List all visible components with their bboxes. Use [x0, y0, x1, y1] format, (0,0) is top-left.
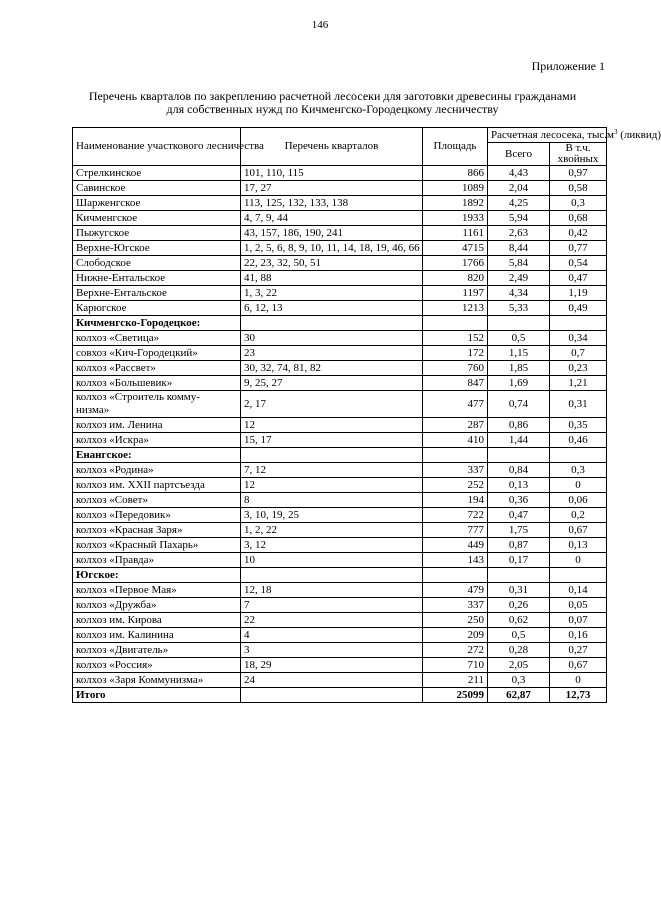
section-row — [73, 568, 607, 583]
cell-quarters: 23 — [241, 346, 423, 361]
cell-conifer-volume: 0,7 — [550, 346, 607, 361]
cell-area: 410 — [423, 433, 488, 448]
cell-quarters: 1, 3, 22 — [241, 286, 423, 301]
cell-forestry-name: колхоз «Светица» — [73, 331, 241, 346]
table-row — [73, 361, 607, 376]
cell-conifer-volume: 1,21 — [550, 376, 607, 391]
table-row — [73, 523, 607, 538]
cell-forestry-name: колхоз «Дружба» — [73, 598, 241, 613]
cell-conifer-volume: 0,46 — [550, 433, 607, 448]
header-forestry-name: Наименование участкового лесничества — [73, 128, 241, 166]
total-area: 25099 — [423, 688, 488, 703]
cell-quarters: 18, 29 — [241, 658, 423, 673]
cell-quarters: 1, 2, 22 — [241, 523, 423, 538]
cell-forestry-name: колхоз «Большевик» — [73, 376, 241, 391]
cell-area: 250 — [423, 613, 488, 628]
table-row — [73, 286, 607, 301]
document-title — [60, 90, 605, 116]
cell-forestry-name: Слободское — [73, 256, 241, 271]
table-row — [73, 196, 607, 211]
cell-forestry-name: колхоз «Родина» — [73, 463, 241, 478]
cell-conifer-volume: 0 — [550, 478, 607, 493]
cell-total-volume: 1,44 — [488, 433, 550, 448]
table-row — [73, 301, 607, 316]
cell-quarters: 4 — [241, 628, 423, 643]
cell-conifer-volume: 0,47 — [550, 271, 607, 286]
table-row — [73, 673, 607, 688]
cell-total-volume: 0,31 — [488, 583, 550, 598]
table-row — [73, 598, 607, 613]
section-row — [73, 448, 607, 463]
cell-forestry-name: Пыжугское — [73, 226, 241, 241]
cell-area: 272 — [423, 643, 488, 658]
cell-quarters: 3, 12 — [241, 538, 423, 553]
empty-cell — [488, 316, 550, 331]
cell-conifer-volume: 0,67 — [550, 658, 607, 673]
cell-area: 1197 — [423, 286, 488, 301]
table-row — [73, 241, 607, 256]
cell-quarters: 10 — [241, 553, 423, 568]
cell-forestry-name: Карюгское — [73, 301, 241, 316]
cell-total-volume: 5,84 — [488, 256, 550, 271]
cell-total-volume: 1,15 — [488, 346, 550, 361]
cell-quarters: 4, 7, 9, 44 — [241, 211, 423, 226]
cell-area: 722 — [423, 508, 488, 523]
cell-quarters: 41, 88 — [241, 271, 423, 286]
cell-area: 194 — [423, 493, 488, 508]
cell-conifer-volume: 0,35 — [550, 418, 607, 433]
cell-area: 4715 — [423, 241, 488, 256]
cell-forestry-name: Верхне-Ентальское — [73, 286, 241, 301]
cell-area: 710 — [423, 658, 488, 673]
table-row — [73, 493, 607, 508]
cell-conifer-volume: 0,34 — [550, 331, 607, 346]
cell-forestry-name: колхоз «Передовик» — [73, 508, 241, 523]
cell-conifer-volume: 0,3 — [550, 196, 607, 211]
table-row — [73, 583, 607, 598]
table-row — [73, 463, 607, 478]
cell-quarters: 7 — [241, 598, 423, 613]
cell-forestry-name: колхоз «Красная Заря» — [73, 523, 241, 538]
section-title: Кичменгско-Городецкое: — [73, 316, 241, 331]
table-row — [73, 553, 607, 568]
cell-total-volume: 0,17 — [488, 553, 550, 568]
cell-quarters: 2, 17 — [241, 391, 423, 418]
cell-conifer-volume: 0,07 — [550, 613, 607, 628]
cell-total-volume: 2,04 — [488, 181, 550, 196]
cell-quarters: 7, 12 — [241, 463, 423, 478]
empty-cell — [241, 448, 423, 463]
cell-quarters: 12 — [241, 418, 423, 433]
header-area: Площадь — [423, 128, 488, 166]
cell-forestry-name: колхоз «Россия» — [73, 658, 241, 673]
cell-conifer-volume: 0,27 — [550, 643, 607, 658]
cell-quarters: 30, 32, 74, 81, 82 — [241, 361, 423, 376]
cell-total-volume: 4,25 — [488, 196, 550, 211]
cell-conifer-volume: 0,2 — [550, 508, 607, 523]
empty-cell — [241, 568, 423, 583]
cell-area: 477 — [423, 391, 488, 418]
cell-conifer-volume: 0,23 — [550, 361, 607, 376]
cell-forestry-name: колхоз им. Калинина — [73, 628, 241, 643]
cell-area: 760 — [423, 361, 488, 376]
cell-forestry-name: Кичменгское — [73, 211, 241, 226]
cell-quarters: 9, 25, 27 — [241, 376, 423, 391]
cell-total-volume: 4,34 — [488, 286, 550, 301]
cell-total-volume: 0,62 — [488, 613, 550, 628]
empty-cell — [241, 316, 423, 331]
cell-area: 1213 — [423, 301, 488, 316]
cell-quarters: 1, 2, 5, 6, 8, 9, 10, 11, 14, 18, 19, 46, 66 — [241, 241, 423, 256]
cell-quarters: 24 — [241, 673, 423, 688]
cell-conifer-volume: 0,68 — [550, 211, 607, 226]
cell-total-volume: 1,75 — [488, 523, 550, 538]
cell-quarters: 6, 12, 13 — [241, 301, 423, 316]
total-conifer-volume: 12,73 — [550, 688, 607, 703]
empty-cell — [423, 448, 488, 463]
table-row — [73, 256, 607, 271]
cell-area: 1933 — [423, 211, 488, 226]
cell-area: 479 — [423, 583, 488, 598]
cell-forestry-name: колхоз им. Кирова — [73, 613, 241, 628]
cell-forestry-name: колхоз «Искра» — [73, 433, 241, 448]
cell-total-volume: 0,26 — [488, 598, 550, 613]
cell-total-volume: 5,33 — [488, 301, 550, 316]
cell-quarters: 101, 110, 115 — [241, 166, 423, 181]
cell-total-volume: 0,3 — [488, 673, 550, 688]
cell-total-volume: 1,69 — [488, 376, 550, 391]
total-label: Итого — [73, 688, 241, 703]
table-row — [73, 508, 607, 523]
cell-total-volume: 0,84 — [488, 463, 550, 478]
cell-conifer-volume: 0,31 — [550, 391, 607, 418]
title-line-2: для собственных нужд по Кичменгско-Городецкому лесничеству — [166, 102, 499, 116]
table-row — [73, 478, 607, 493]
cell-total-volume: 2,63 — [488, 226, 550, 241]
cell-conifer-volume: 0,16 — [550, 628, 607, 643]
cell-total-volume: 0,13 — [488, 478, 550, 493]
cell-total-volume: 0,86 — [488, 418, 550, 433]
cell-conifer-volume: 0,49 — [550, 301, 607, 316]
cell-forestry-name: совхоз «Кич-Городецкий» — [73, 346, 241, 361]
total-volume: 62,87 — [488, 688, 550, 703]
table-row — [73, 418, 607, 433]
table-row — [73, 538, 607, 553]
cell-quarters: 3 — [241, 643, 423, 658]
cell-conifer-volume: 0,77 — [550, 241, 607, 256]
cell-total-volume: 0,87 — [488, 538, 550, 553]
cell-forestry-name: колхоз им. Ленина — [73, 418, 241, 433]
table-row — [73, 211, 607, 226]
cell-forestry-name: Нижне-Ентальское — [73, 271, 241, 286]
empty-cell — [488, 448, 550, 463]
cell-total-volume: 2,05 — [488, 658, 550, 673]
cell-conifer-volume: 0 — [550, 553, 607, 568]
cell-forestry-name: Стрелкинское — [73, 166, 241, 181]
cell-area: 820 — [423, 271, 488, 286]
cell-conifer-volume: 0,14 — [550, 583, 607, 598]
cell-conifer-volume: 0,3 — [550, 463, 607, 478]
empty-cell — [550, 568, 607, 583]
cell-quarters — [241, 688, 423, 703]
empty-cell — [550, 448, 607, 463]
cell-conifer-volume: 0,06 — [550, 493, 607, 508]
appendix-label: Приложение 1 — [531, 59, 605, 73]
cell-total-volume: 0,5 — [488, 628, 550, 643]
header-cutting-volume-label: Расчетная лесосека, тыс.м — [491, 128, 615, 141]
cell-total-volume: 0,47 — [488, 508, 550, 523]
cell-conifer-volume: 0,97 — [550, 166, 607, 181]
cell-conifer-volume: 0,13 — [550, 538, 607, 553]
cell-area: 866 — [423, 166, 488, 181]
header-row — [73, 128, 607, 143]
cell-area: 252 — [423, 478, 488, 493]
cell-total-volume: 1,85 — [488, 361, 550, 376]
table-row — [73, 391, 607, 418]
table-row — [73, 166, 607, 181]
title-line-1: Перечень кварталов по закреплению расчетной лесосеки для заготовки древесины гражданами — [88, 89, 577, 103]
table-row — [73, 376, 607, 391]
cell-quarters: 12, 18 — [241, 583, 423, 598]
cell-area: 847 — [423, 376, 488, 391]
cell-quarters: 3, 10, 19, 25 — [241, 508, 423, 523]
cell-forestry-name: колхоз «Двигатель» — [73, 643, 241, 658]
empty-cell — [423, 316, 488, 331]
total-row — [73, 688, 607, 703]
cell-area: 143 — [423, 553, 488, 568]
cell-conifer-volume: 0 — [550, 673, 607, 688]
table-row — [73, 346, 607, 361]
cell-quarters: 113, 125, 132, 133, 138 — [241, 196, 423, 211]
section-title: Югское: — [73, 568, 241, 583]
cell-forestry-name: колхоз «Заря Коммунизма» — [73, 673, 241, 688]
section-row — [73, 316, 607, 331]
table-row — [73, 613, 607, 628]
table-body — [73, 166, 607, 703]
cell-area: 337 — [423, 463, 488, 478]
empty-cell — [488, 568, 550, 583]
cell-quarters: 15, 17 — [241, 433, 423, 448]
table-row — [73, 181, 607, 196]
cell-total-volume: 2,49 — [488, 271, 550, 286]
cell-quarters: 43, 157, 186, 190, 241 — [241, 226, 423, 241]
cell-total-volume: 5,94 — [488, 211, 550, 226]
cell-area: 152 — [423, 331, 488, 346]
cell-area: 1892 — [423, 196, 488, 211]
cell-conifer-volume: 0,54 — [550, 256, 607, 271]
cell-forestry-name: колхоз «Совет» — [73, 493, 241, 508]
cell-forestry-name: колхоз им. XXII партсъезда — [73, 478, 241, 493]
cell-total-volume: 0,5 — [488, 331, 550, 346]
header-cutting-volume-suffix: (ликвид) — [620, 128, 661, 141]
cell-area: 449 — [423, 538, 488, 553]
cell-forestry-name: колхоз «Красный Пахарь» — [73, 538, 241, 553]
cell-area: 287 — [423, 418, 488, 433]
cell-forestry-name: Савинское — [73, 181, 241, 196]
page-number: 146 — [311, 19, 329, 31]
cell-conifer-volume: 0,42 — [550, 226, 607, 241]
cell-quarters: 22, 23, 32, 50, 51 — [241, 256, 423, 271]
table-row — [73, 271, 607, 286]
cell-forestry-name: колхоз «Первое Мая» — [73, 583, 241, 598]
cell-area: 337 — [423, 598, 488, 613]
cell-total-volume: 0,36 — [488, 493, 550, 508]
empty-cell — [550, 316, 607, 331]
cell-area: 211 — [423, 673, 488, 688]
cell-conifer-volume: 0,58 — [550, 181, 607, 196]
table-row — [73, 658, 607, 673]
table-row — [73, 643, 607, 658]
cell-total-volume: 0,28 — [488, 643, 550, 658]
cell-forestry-name: Верхне-Югское — [73, 241, 241, 256]
quarters-table — [72, 127, 661, 703]
table-row — [73, 331, 607, 346]
cell-area: 209 — [423, 628, 488, 643]
cell-conifer-volume: 0,05 — [550, 598, 607, 613]
header-conifer: В т.ч. хвойных — [550, 143, 607, 166]
cell-forestry-name — [73, 391, 241, 418]
empty-cell — [423, 568, 488, 583]
cell-forestry-name: колхоз «Правда» — [73, 553, 241, 568]
table-row — [73, 628, 607, 643]
header-cutting-volume-exponent: 3 — [614, 127, 618, 136]
cell-quarters: 8 — [241, 493, 423, 508]
cell-total-volume: 0,74 — [488, 391, 550, 418]
cell-area: 1766 — [423, 256, 488, 271]
cell-quarters: 22 — [241, 613, 423, 628]
cell-area: 172 — [423, 346, 488, 361]
header-cutting-volume — [488, 127, 661, 143]
header-total: Всего — [488, 143, 550, 166]
cell-area: 1161 — [423, 226, 488, 241]
header-quarters: Перечень кварталов — [241, 128, 423, 166]
cell-forestry-name: колхоз «Рассвет» — [73, 361, 241, 376]
forestry-name-line: низма» — [76, 404, 110, 416]
cell-forestry-name: Шарженгское — [73, 196, 241, 211]
table-row — [73, 433, 607, 448]
cell-quarters: 30 — [241, 331, 423, 346]
cell-area: 1089 — [423, 181, 488, 196]
cell-quarters: 12 — [241, 478, 423, 493]
section-title: Енангское: — [73, 448, 241, 463]
cell-total-volume: 4,43 — [488, 166, 550, 181]
cell-conifer-volume: 1,19 — [550, 286, 607, 301]
forestry-name-line: колхоз «Строитель комму- — [76, 391, 200, 403]
table-row — [73, 226, 607, 241]
cell-conifer-volume: 0,67 — [550, 523, 607, 538]
cell-total-volume: 8,44 — [488, 241, 550, 256]
cell-quarters: 17, 27 — [241, 181, 423, 196]
cell-area: 777 — [423, 523, 488, 538]
